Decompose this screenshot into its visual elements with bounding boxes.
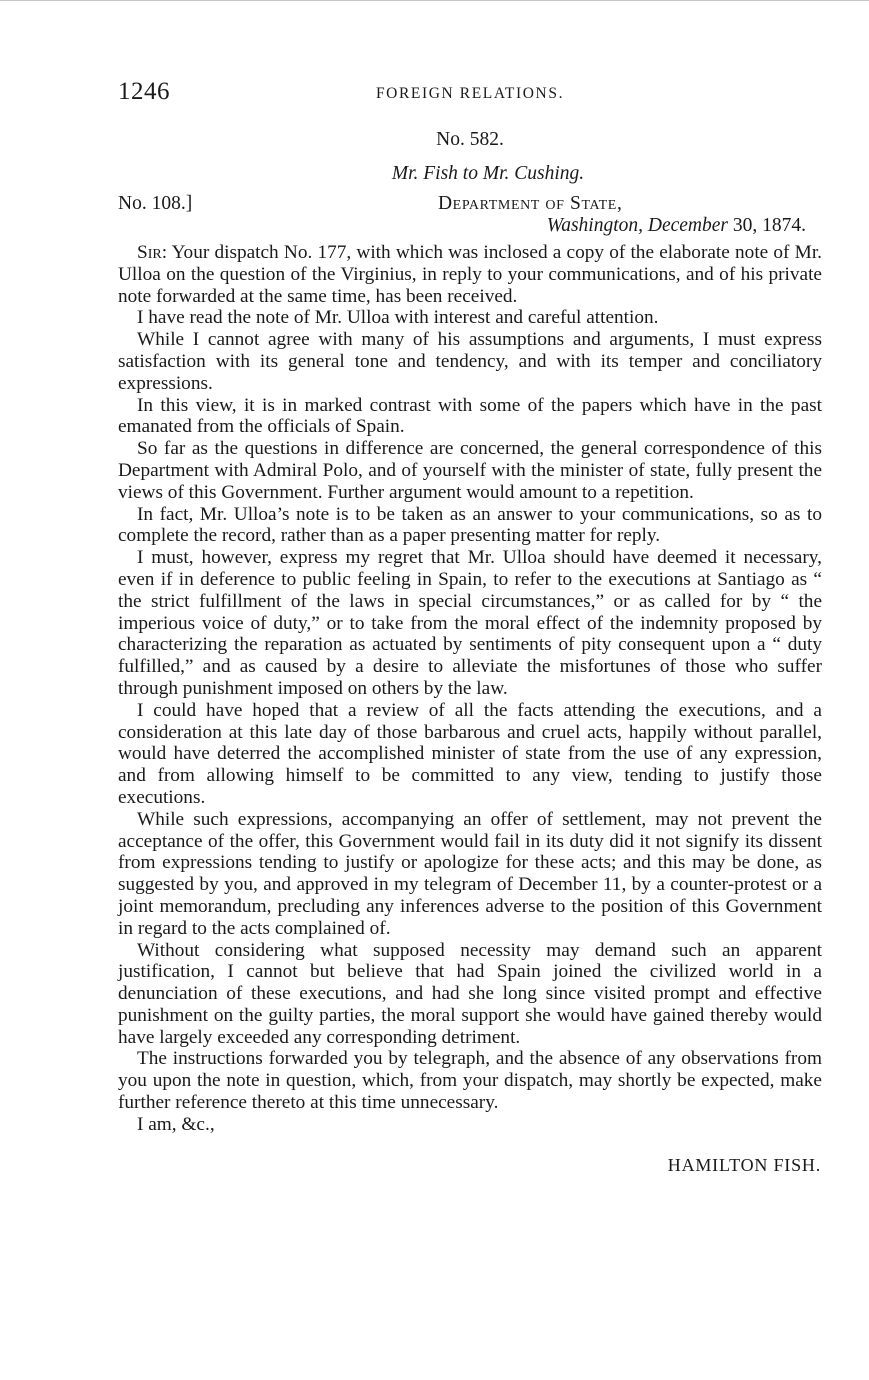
paragraph-1 [118, 242, 822, 307]
place-date-italic: Washington, December [546, 215, 728, 236]
department-name: Department of State, [438, 193, 623, 214]
paragraph-10: Without considering what supposed necessity may demand such an apparent justification, I cannot but believe that had Spain joined the civilized world in a denunciation of these executions, and had she long since visited prompt and effective punishment on the guilty parties, the moral support she would have gained thereby would have largely exceeded any corresponding detriment. [118, 939, 822, 1048]
paragraph-11: The instructions forwarded you by telegraph, and the absence of any observations from you upon the note in question, which, from your dispatch, may shortly be expected, make further reference thereto at this time unnecessary. [118, 1048, 822, 1114]
running-head [118, 78, 822, 110]
dispatch-number: No. 108.] [118, 193, 193, 214]
document-heading: Mr. Fish to Mr. Cushing. [391, 163, 585, 184]
paragraph-2: I have read the note of Mr. Ulloa with interest and careful attention. [137, 307, 659, 329]
paragraph-5: So far as the questions in difference are concerned, the general correspondence of this Department with Admiral Polo, and of yourself with the minister of state, fully present the views of this Government. Further argument would amount to a repetition. [118, 438, 822, 503]
signature: HAMILTON FISH. [667, 1154, 821, 1175]
paragraph-6: In fact, Mr. Ulloa’s note is to be taken as an answer to your communications, so as to complete the record, rather than as a paper presenting matter for reply. [118, 503, 822, 547]
place-date [118, 215, 822, 237]
paragraph-3: While I cannot agree with many of his assumptions and arguments, I must express satisfaction with its general tone and tendency, and with its temper and conciliatory expressions. [118, 329, 822, 394]
running-title: FOREIGN RELATIONS. [375, 85, 565, 102]
paragraph-1-text: : Your dispatch No. 177, with which was inclosed a copy of the elaborate note of Mr. Ulloa on the question of the Virginius, in reply to your communications, and of his private note forwarded at the same time, has been received. [118, 242, 822, 307]
paragraph-7: I must, however, express my regret that Mr. Ulloa should have deemed it necessary, even if in deference to public feeling in Spain, to refer to the executions at Santiago as “ the strict fulfillment of the laws in special circumstances,” or as called for by “ the imperious voice of duty,” or to take from the moral effect of the indemnity proposed by characterizing the reparation as actuated by sentiments of pity consequent upon a “ duty fulfilled,” and as caused by a desire to alleviate the misfortunes of those who suffer through punishment imposed on others by the law. [118, 547, 822, 699]
dispatch-line [118, 193, 822, 215]
paragraph-4: In this view, it is in marked contrast with some of the papers which have in the past emanated from the officials of Spain. [118, 394, 822, 438]
date-day-year: 30, 1874. [732, 215, 806, 236]
paragraph-9: While such expressions, accompanying an offer of settlement, may not prevent the acceptance of the offer, this Government would fail in its duty did it not signify its dissent from expressions tending to justify or apologize for these acts; and this may be done, as suggested by you, and approved in my telegram of December 11, by a counter-protest or a joint memorandum, precluding any inferences adverse to the position of this Government in regard to the acts complained of. [118, 808, 822, 939]
salutation: Sir [137, 242, 162, 263]
paragraph-8: I could have hoped that a review of all the facts attending the executions, and a consideration at this late day of those barbarous and cruel acts, happily without parallel, would have deterred the accomplished minister of state from the use of any expression, and from allowing himself to be committed to any view, tending to justify those executions. [118, 699, 822, 808]
letter-body [118, 242, 822, 1136]
document-page [118, 78, 822, 1176]
closing: I am, &c., [137, 1113, 215, 1135]
page-top-edge [0, 0, 869, 1]
page-number: 1246 [118, 78, 170, 105]
document-number: No. 582. [436, 129, 504, 150]
